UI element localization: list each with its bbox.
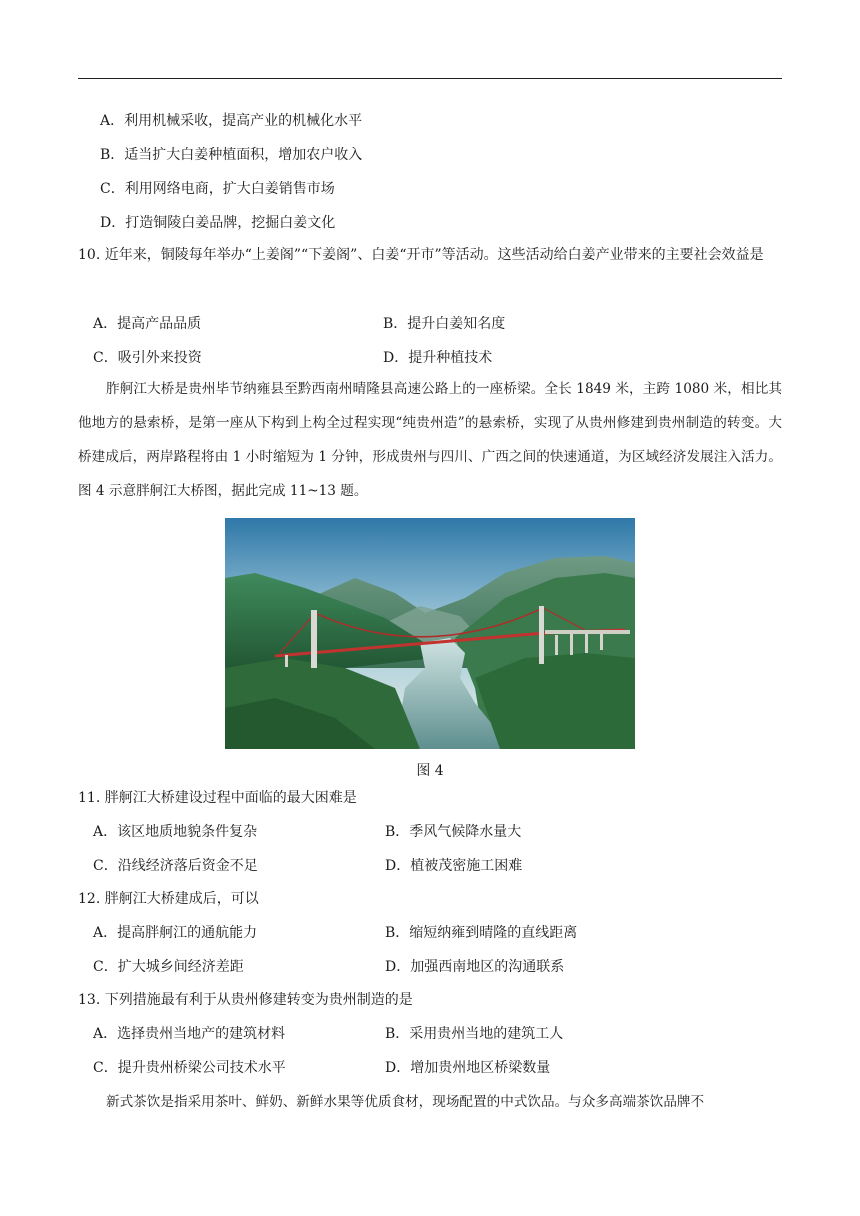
figure-caption: 图 4 [416, 763, 444, 779]
q9-option-b: B．适当扩大白姜种植面积，增加农户收入 [100, 147, 363, 163]
tea-passage-line: 新式茶饮是指采用茶叶、鲜奶、新鲜水果等优质食材，现场配置的中式饮品。与众多高端茶饮品牌不 [106, 1094, 705, 1110]
q9-option-c: C．利用网络电商，扩大白姜销售市场 [100, 181, 335, 197]
bridge-passage: 胙舸江大桥是贵州毕节纳雍县至黔西南州晴隆县高速公路上的一座桥梁。全长 1849 米，主跨 1080 米，相比其他地方的悬索桥，是第一座从下构到上构全过程实现“纯贵州造”的悬索桥，实现了从贵州修建到贵州制造的转变。大桥建成后，两岸路程将由 1 小时缩短为 1 分钟，形成贵州与四川、广西之间的快速通道，为区域经济发展注入活力。图 4 示意胖舸江大桥图，据此完成 11~13 题。 [78, 381, 782, 499]
q11-option-c: C．沿线经济落后资金不足 [93, 858, 258, 874]
q10-option-c: C．吸引外来投资 [93, 350, 202, 366]
q11-option-a: A．该区地质地貌条件复杂 [93, 824, 258, 840]
q11-stem: 11. 胖舸江大桥建设过程中面临的最大困难是 [78, 790, 357, 806]
q10-option-d: D．提升种植技术 [383, 350, 493, 366]
q13-option-c: C．提升贵州桥梁公司技术水平 [93, 1060, 286, 1076]
q10-option-a: A．提高产品品质 [93, 316, 202, 332]
q10-option-b: B．提升白姜知名度 [383, 316, 506, 332]
q9-option-a: A．利用机械采收，提高产业的机械化水平 [100, 113, 363, 129]
q12-option-a: A．提高胖舸江的通航能力 [93, 925, 258, 941]
q13-option-d: D．增加贵州地区桥梁数量 [385, 1060, 551, 1076]
q12-option-b: B．缩短纳雍到晴隆的直线距离 [385, 925, 578, 941]
q13-stem: 13. 下列措施最有利于从贵州修建转变为贵州制造的是 [78, 992, 413, 1008]
q12-stem: 12. 胖舸江大桥建成后，可以 [78, 891, 259, 907]
bridge-photo [225, 518, 635, 749]
q11-option-d: D．植被茂密施工困难 [385, 858, 523, 874]
q13-option-a: A．选择贵州当地产的建筑材料 [93, 1026, 286, 1042]
header-rule [78, 78, 782, 79]
q12-option-c: C．扩大城乡间经济差距 [93, 959, 244, 975]
q11-option-b: B．季风气候降水量大 [385, 824, 522, 840]
q12-option-d: D．加强西南地区的沟通联系 [385, 959, 565, 975]
q13-option-b: B．采用贵州当地的建筑工人 [385, 1026, 564, 1042]
q10-stem: 10. 近年来，铜陵每年举办“上姜阁”“下姜阁”、白姜“开市”等活动。这些活动给白姜产业带来的主要社会效益是 [78, 247, 764, 263]
q9-option-d: D．打造铜陵白姜品牌，挖掘白姜文化 [100, 215, 336, 231]
